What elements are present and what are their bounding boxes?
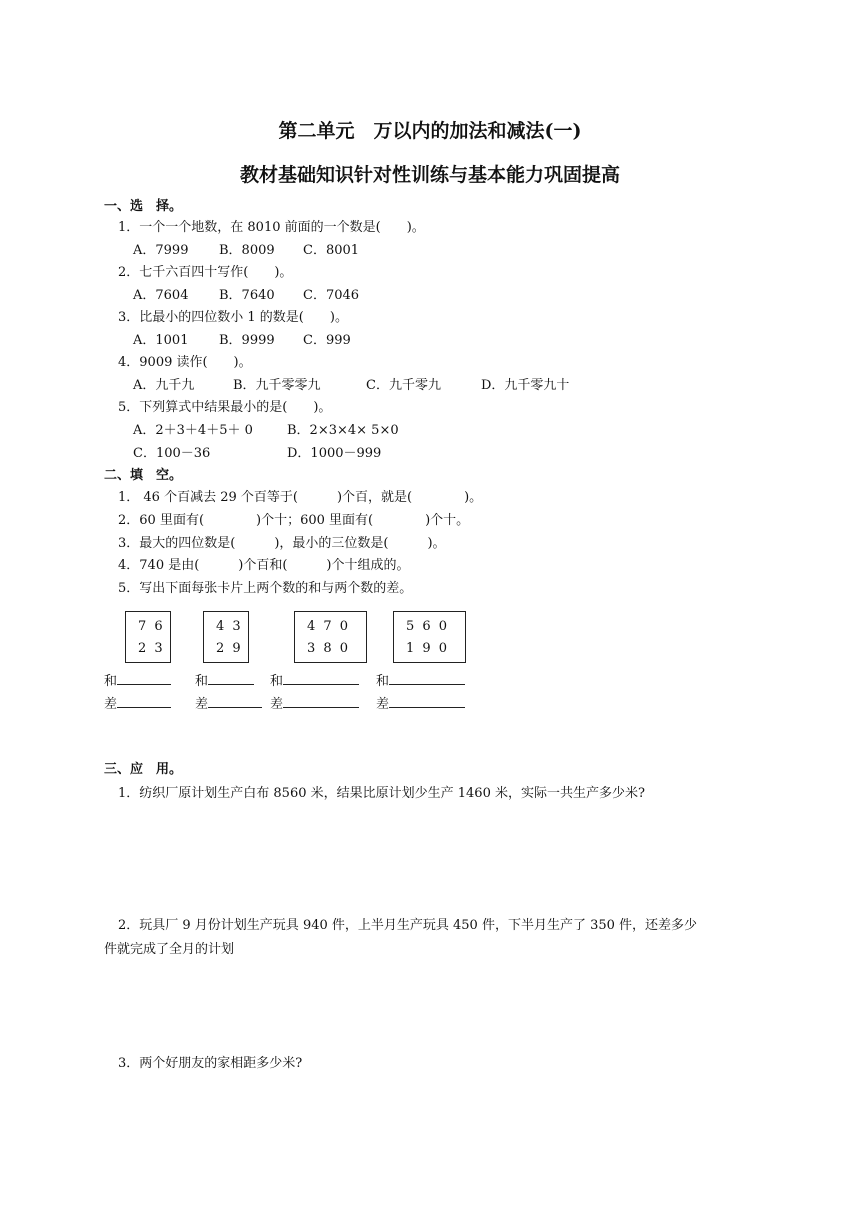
option-b: B．8009 [219,243,275,258]
diff-answer-4 [376,693,465,712]
option-c: C．8001 [303,243,360,258]
option-b: B．7640 [219,288,275,303]
options-1-1 [133,243,359,259]
answer-blank[interactable] [117,695,171,708]
card-top-number: 7 6 [138,619,165,634]
option-a: A．7999 [133,243,189,258]
number-card [125,611,171,663]
diff-answer-1 [104,693,171,712]
question-3-2-line2: 件就完成了全月的计划 [104,942,235,957]
number-card [294,611,367,663]
card-bottom-number: 3 8 0 [307,641,351,656]
question-2-5: 5．写出下面每张卡片上两个数的和与两个数的差。 [118,581,413,596]
option-c: C．九千零九 [366,378,441,393]
answer-blank[interactable] [389,695,465,708]
diff-label: 差 [270,697,284,712]
answer-blank[interactable] [283,695,359,708]
card-bottom-number: 2 9 [216,641,243,656]
card-bottom-number: 2 3 [138,641,165,656]
option-b: B．2×3×4× 5×0 [287,423,399,438]
sum-label: 和 [104,674,118,689]
options-1-2 [133,288,359,304]
diff-label: 差 [195,697,209,712]
card-top-number: 4 3 [216,619,243,634]
question-2-2: 2．60 里面有( )个十；600 里面有( )个十。 [118,513,470,528]
option-a: A．1001 [133,333,189,348]
section-heading-application: 三、应 用。 [104,762,183,777]
question-1-1: 1．一个一个地数，在 8010 前面的一个数是( )。 [118,220,425,235]
answer-blank[interactable] [283,672,359,685]
number-card [203,611,249,663]
sum-label: 和 [195,674,209,689]
question-1-3: 3．比最小的四位数小 1 的数是( )。 [118,310,348,325]
section-heading-fill: 二、填 空。 [104,468,183,483]
page-title: 第二单元 万以内的加法和减法(一) [278,120,582,142]
card-top-number: 4 7 0 [307,619,351,634]
sum-answer-2 [195,670,254,689]
answer-blank[interactable] [389,672,465,685]
option-d: D．1000－999 [287,446,382,461]
section-heading-choice: 一、选 择。 [104,199,183,214]
diff-answer-3 [270,693,359,712]
sum-answer-1 [104,670,171,689]
question-3-2-line1: 2．玩具厂 9 月份计划生产玩具 940 件，上半月生产玩具 450 件，下半月生产了 350 件，还差多少 [118,918,698,933]
question-2-1: 1． 46 个百减去 29 个百等于( )个百，就是( )。 [118,490,483,505]
diff-label: 差 [104,697,118,712]
answer-blank[interactable] [208,672,254,685]
question-1-4: 4．9009 读作( )。 [118,355,252,370]
question-2-3: 3．最大的四位数是( )，最小的三位数是( )。 [118,536,446,551]
option-c: C．999 [303,333,351,348]
options-1-4 [133,378,569,394]
diff-label: 差 [376,697,390,712]
answer-blank[interactable] [208,695,262,708]
sum-answer-3 [270,670,359,689]
option-a: A．7604 [133,288,189,303]
option-a: A．九千九 [133,378,195,393]
option-c: C．100－36 [133,446,211,461]
card-bottom-number: 1 9 0 [406,641,450,656]
answer-blank[interactable] [117,672,171,685]
option-c: C．7046 [303,288,360,303]
question-3-3: 3．两个好朋友的家相距多少米? [118,1056,303,1071]
option-a: A．2＋3＋4＋5＋ 0 [133,423,253,438]
options-1-5-row2 [133,446,381,462]
question-1-2: 2．七千六百四十写作( )。 [118,265,293,280]
page-subtitle: 教材基础知识针对性训练与基本能力巩固提高 [239,164,620,186]
diff-answer-2 [195,693,262,712]
option-b: B．九千零零九 [233,378,321,393]
option-b: B．9999 [219,333,275,348]
question-2-4: 4．740 是由( )个百和( )个十组成的。 [118,558,410,573]
question-3-1: 1．纺织厂原计划生产白布 8560 米，结果比原计划少生产 1460 米，实际一共生产多少米? [118,786,645,801]
options-1-3 [133,333,351,349]
sum-label: 和 [376,674,390,689]
sum-label: 和 [270,674,284,689]
options-1-5-row1 [133,423,399,439]
option-d: D．九千零九十 [481,378,570,393]
sum-answer-4 [376,670,465,689]
number-card [393,611,466,663]
question-1-5: 5．下列算式中结果最小的是( )。 [118,400,332,415]
card-top-number: 5 6 0 [406,619,450,634]
